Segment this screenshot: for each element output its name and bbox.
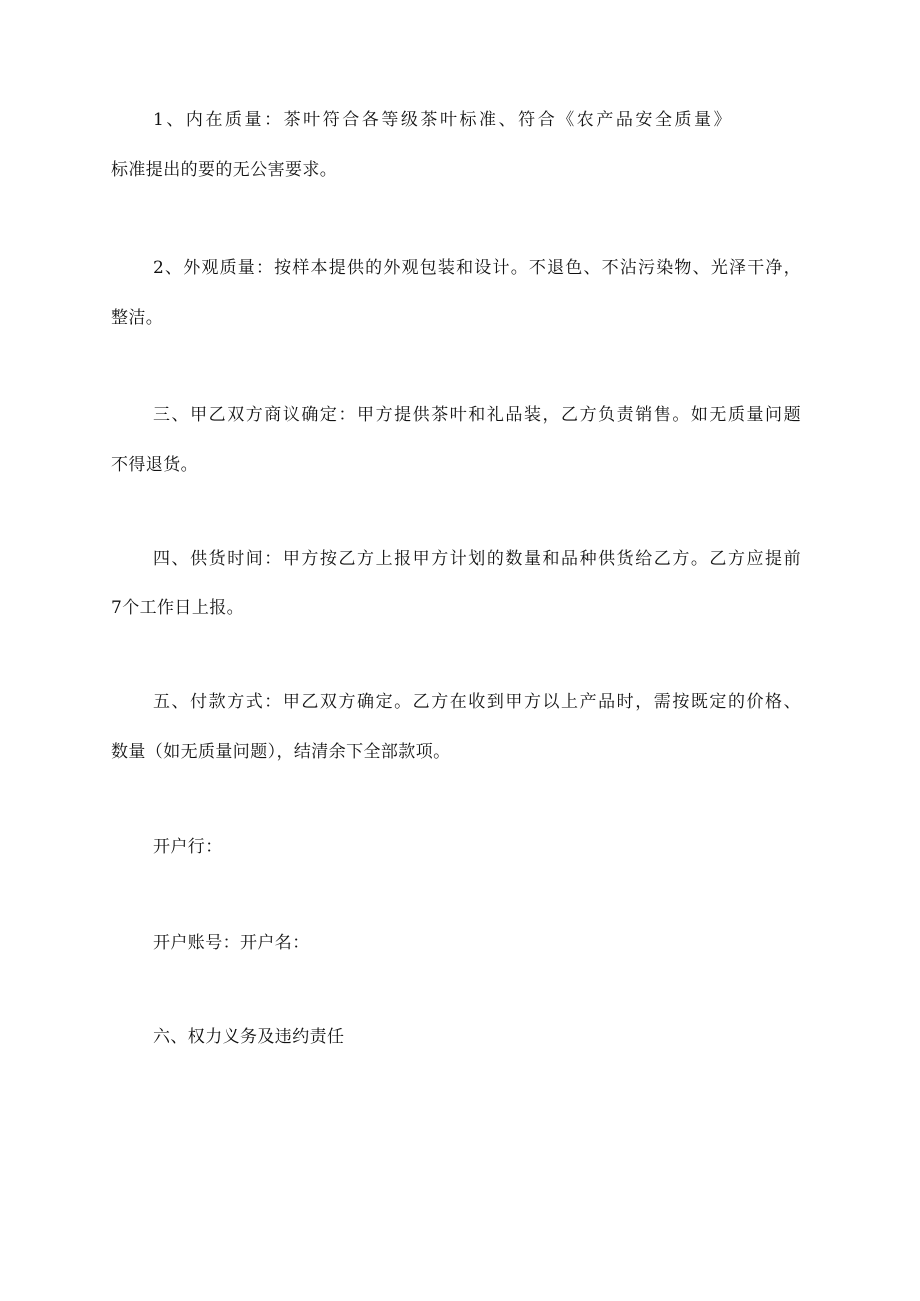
- section-4-line-2: 7个工作日上报。: [111, 598, 245, 618]
- bank-line: 开户行：: [153, 837, 223, 857]
- section-4-line-1: 四、供货时间：甲方按乙方上报甲方计划的数量和品种供货给乙方。乙方应提前: [153, 549, 801, 569]
- inner-quality-line-2: 标准提出的要的无公害要求。: [111, 160, 338, 180]
- section-5-line-1: 五、付款方式：甲乙双方确定。乙方在收到甲方以上产品时，需按既定的价格、: [153, 692, 801, 712]
- appearance-quality-line-2: 整洁。: [111, 308, 164, 328]
- section-3-line-1: 三、甲乙双方商议确定：甲方提供茶叶和礼品装，乙方负责销售。如无质量问题: [153, 405, 801, 425]
- section-6-heading: 六、权力义务及违约责任: [153, 1027, 345, 1047]
- appearance-quality-line-1: 2、外观质量：按样本提供的外观包装和设计。不退色、不沾污染物、光泽干净，: [153, 258, 801, 278]
- inner-quality-line-1: 1、内在质量：茶叶符合各等级茶叶标准、符合《农产品安全质量》: [153, 110, 731, 130]
- section-3-line-2: 不得退货。: [111, 455, 198, 475]
- account-line: 开户账号：开户名：: [153, 933, 310, 953]
- section-5-line-2: 数量（如无质量问题），结清余下全部款项。: [111, 742, 451, 762]
